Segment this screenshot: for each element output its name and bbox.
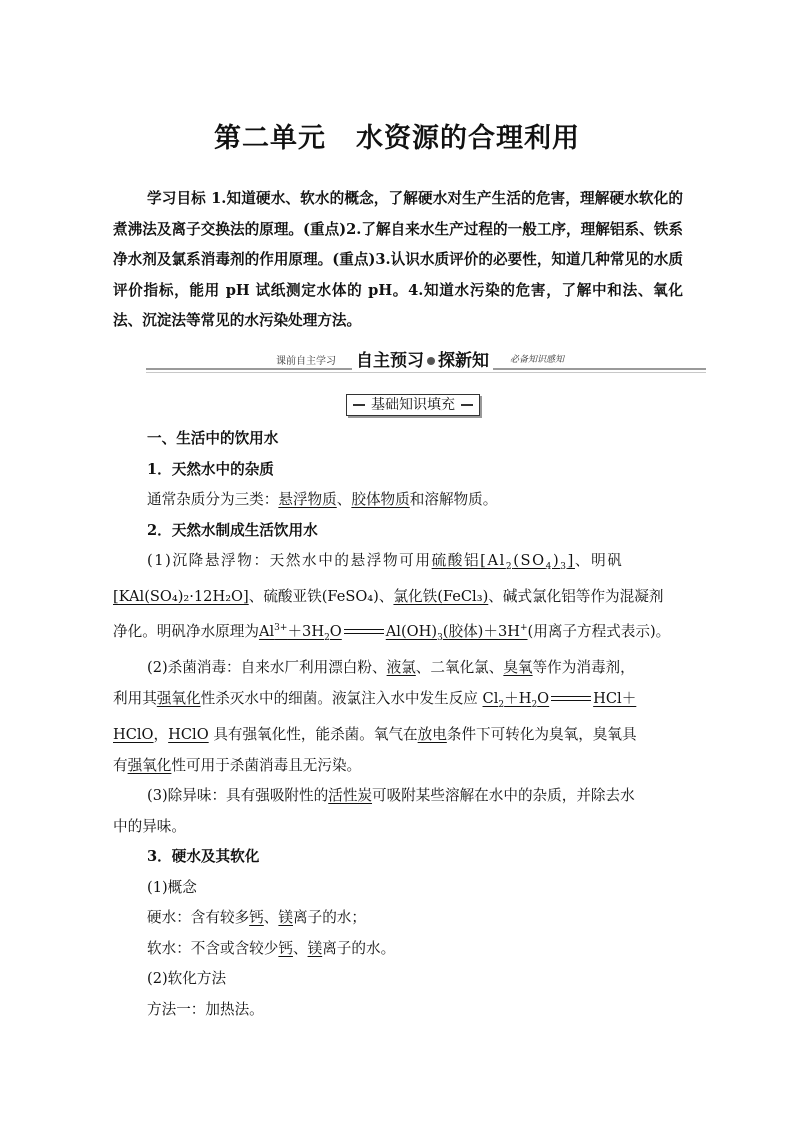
subsection-heading: 3．硬水及其软化 [147,848,260,866]
subheading: (2)软化方法 [147,970,227,988]
paragraph-line: (1)沉降悬浮物：天然水中的悬浮物可用硫酸铝$[Al_2(SO_4)_3]$、明矾 [147,552,624,572]
definition-line: 硬水：含有较多钙、镁离子的水； [147,909,366,927]
paragraph-line: 有强氧化性可用于杀菌消毒且无污染。 [113,756,362,774]
subheading: (1)概念 [147,878,197,896]
banner-right-label: 必备知识感知 [510,355,565,365]
paragraph-line: (2)杀菌消毒：自来水厂利用漂白粉、液氯、二氧化氯、臭氧等作为消毒剂， [147,659,635,677]
banner-left-label: 课前自主学习 [276,356,336,367]
goals-text: 1.知道硬水、软水的概念，了解硬水对生产生活的危害，理解硬水软化的煮沸法及离子交换法的原理。(重点)2.了解自来水生产过程的一般工序，理解铝系、铁系净水剂及氯系消毒剂的作用原理。(重点)3.认识水质评价的必要性，知道几种常见的水质评价指标，能用 pH 试纸测定水体的 pH。4.知道水污染的危害，了解中和法、氧化法、沉淀法等常见的水污染处理方法。 [113,190,683,329]
paragraph-line: (3)除异味：具有强吸附性的活性炭可吸附某些溶解在水中的杂质，并除去水 [147,787,635,805]
subsection-heading: 2．天然水制成生活饮用水 [147,521,318,539]
paragraph-line: 净化。明矾净水原理为$Al^{3+}+3H_2O$ $Al(OH)_3$(胶体)＋3H+(用离子方程式表示)。 [113,622,671,643]
section-banner [146,346,706,376]
content-body [113,424,683,1025]
paragraph-line: HClO，HClO 具有强氧化性，能杀菌。氧气在放电条件下可转化为臭氧，臭氧具 [113,726,637,744]
definition-line: 软水：不含或含较少钙、镁离子的水。 [147,939,396,957]
title-unit: 第二单元 [214,123,326,154]
title-topic: 水资源的合理利用 [356,123,580,154]
banner-rule-thin [146,372,706,373]
method-line: 方法一：加热法。 [147,1000,264,1018]
paragraph-line: 利用其强氧化性杀灭水中的细菌。液氯注入水中发生反应 $Cl_2+H_2O$ HCl＋ [113,689,637,710]
paragraph-line: [KAl(SO₄)₂·12H₂O]、硫酸亚铁(FeSO₄)、氯化铁(FeCl₃)、碱式氯化铝等作为混凝剂 [113,588,664,606]
box-title: 基础知识填充 [346,394,480,416]
goals-label: 学习目标 [147,190,206,207]
page-title [0,116,794,155]
bullet-icon [427,357,435,365]
impurity-line: 通常杂质分为三类：悬浮物质、胶体物质和溶解物质。 [147,491,498,508]
section-heading: 一、生活中的饮用水 [147,430,279,447]
banner-main-label: 自主预习 探新知 [352,346,493,371]
learning-goals [113,184,683,337]
subsection-heading: 1．天然水中的杂质 [147,460,274,478]
paragraph-line: 中的异味。 [113,817,186,835]
